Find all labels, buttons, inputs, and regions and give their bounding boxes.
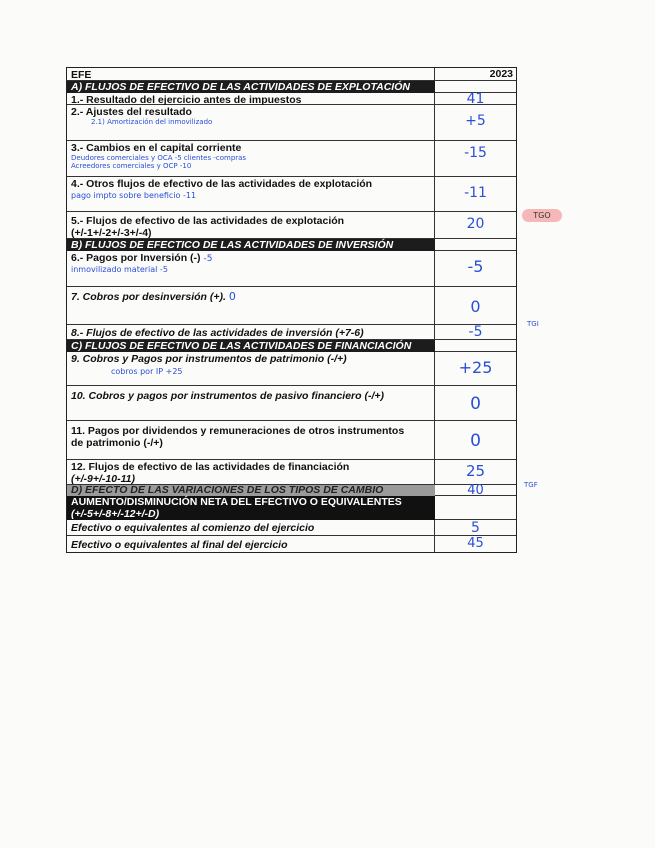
- row-13-value: 5: [471, 520, 480, 536]
- section-a-title: A) FLUJOS DE EFECTIVO DE LAS ACTIVIDADES DE EXPLOTACIÓN: [67, 81, 435, 93]
- row-14-label: Efectivo o equivalentes al final del ejercicio: [67, 536, 435, 552]
- row-6-label: 6.- Pagos por Inversión (-): [71, 252, 201, 264]
- row-7-inline: 0: [228, 290, 236, 303]
- efe-table: [66, 67, 517, 553]
- row-4-label: 4.- Otros flujos de efectivo de las actividades de explotación: [71, 178, 373, 190]
- row-1-value: 41: [466, 91, 485, 107]
- row-6-cell: [67, 251, 435, 286]
- row-9-note: cobros por IP +25: [111, 367, 183, 376]
- row-1-label: 1.- Resultado del ejercicio antes de impuestos: [67, 93, 435, 104]
- section-d-value: 40: [467, 483, 484, 498]
- section-b: [67, 239, 516, 251]
- section-d: [67, 485, 516, 496]
- row-12-label-2: (+/-9+/-10-11): [71, 473, 135, 485]
- row-6-note: inmovilizado material -5: [71, 265, 168, 274]
- section-e-cell: [67, 496, 435, 520]
- section-c-title: C) FLUJOS DE EFECTIVO DE LAS ACTIVIDADES DE FINANCIACIÓN: [67, 340, 435, 352]
- section-e-title: AUMENTO/DISMINUCIÓN NETA DEL EFECTIVO O EQUIVALENTES: [71, 496, 402, 508]
- row-7-value: 0: [470, 297, 481, 316]
- row-9: [67, 352, 516, 386]
- row-12-label-1: 12. Flujos de efectivo de las actividades de financiación: [71, 461, 350, 473]
- row-14: [67, 536, 516, 552]
- row-9-value: +25: [458, 358, 493, 377]
- row-11-value: 0: [470, 431, 481, 451]
- row-3-note-2: Acreedores comerciales y OCP -10: [71, 162, 192, 170]
- row-4-value: -11: [464, 185, 487, 201]
- section-d-title: D) EFECTO DE LAS VARIACIONES DE LOS TIPOS DE CAMBIO: [67, 485, 435, 496]
- section-e-formula: (+/-5+/-8+/-12+/-D): [71, 508, 160, 520]
- row-9-label: 9. Cobros y Pagos por instrumentos de patrimonio (-/+): [71, 353, 347, 365]
- row-5-cell: [67, 212, 435, 238]
- row-4-cell: [67, 177, 435, 211]
- row-12-value: 25: [465, 462, 486, 480]
- row-10: [67, 386, 516, 421]
- row-9-cell: [67, 352, 435, 385]
- row-3-value: -15: [464, 145, 487, 161]
- row-3: [67, 141, 516, 177]
- row-6: [67, 251, 516, 287]
- row-2-value: +5: [465, 113, 486, 129]
- row-10-value: 0: [470, 394, 481, 414]
- row-6-value: -5: [467, 257, 484, 276]
- row-8: [67, 325, 516, 340]
- row-2: [67, 105, 516, 141]
- row-14-value: 45: [467, 536, 484, 551]
- row-7-cell: [67, 287, 435, 324]
- row-3-note-1: Deudores comerciales y OCA -5 clientes -compras: [71, 154, 247, 162]
- row-2-cell: [67, 105, 435, 140]
- row-12: [67, 460, 516, 485]
- row-6-inline: -5: [203, 254, 213, 264]
- section-c: [67, 340, 516, 352]
- row-1: [67, 93, 516, 105]
- row-13-label: Efectivo o equivalentes al comienzo del ejercicio: [67, 520, 435, 535]
- row-3-cell: [67, 141, 435, 176]
- row-11-label-1: 11. Pagos por dividendos y remuneraciones de otros instrumentos: [71, 425, 405, 437]
- row-4: [67, 177, 516, 212]
- row-13: [67, 520, 516, 536]
- row-10-label: 10. Cobros y pagos por instrumentos de pasivo financiero (-/+): [67, 386, 435, 420]
- margin-note-tgi: TGI: [527, 320, 539, 328]
- header-title: EFE: [67, 68, 435, 80]
- section-b-title: B) FLUJOS DE EFECTICO DE LAS ACTIVIDADES DE INVERSIÓN: [67, 239, 435, 251]
- row-11-label-2: de patrimonio (-/+): [71, 437, 163, 449]
- row-7: [67, 287, 516, 325]
- row-5-label-1: 5.- Flujos de efectivo de las actividades de explotación: [71, 215, 345, 227]
- row-11-cell: [67, 421, 435, 459]
- margin-note-tgo: TGO: [522, 209, 562, 222]
- row-12-cell: [67, 460, 435, 484]
- row-8-value: -5: [468, 324, 483, 340]
- row-2-label: 2.- Ajustes del resultado: [71, 106, 192, 118]
- row-7-label: 7. Cobros por desinversión (+).: [71, 291, 226, 303]
- row-5-label-2: (+/-1+/-2+/-3+/-4): [71, 227, 152, 239]
- section-a: [67, 81, 516, 93]
- row-3-label: 3.- Cambios en el capital corriente: [71, 142, 242, 154]
- row-5-value: 20: [466, 216, 485, 232]
- row-11: [67, 421, 516, 460]
- margin-note-tgf: TGF: [524, 481, 538, 489]
- section-e: [67, 496, 516, 520]
- row-8-label: 8.- Flujos de efectivo de las actividades de inversión (+7-6): [67, 325, 435, 339]
- table-header: [67, 68, 516, 81]
- row-4-note: pago impto sobre beneficio -11: [71, 191, 197, 200]
- row-2-note: 2.1) Amortización del inmovilizado: [91, 118, 213, 126]
- header-year: 2023: [489, 68, 513, 80]
- row-5: [67, 212, 516, 239]
